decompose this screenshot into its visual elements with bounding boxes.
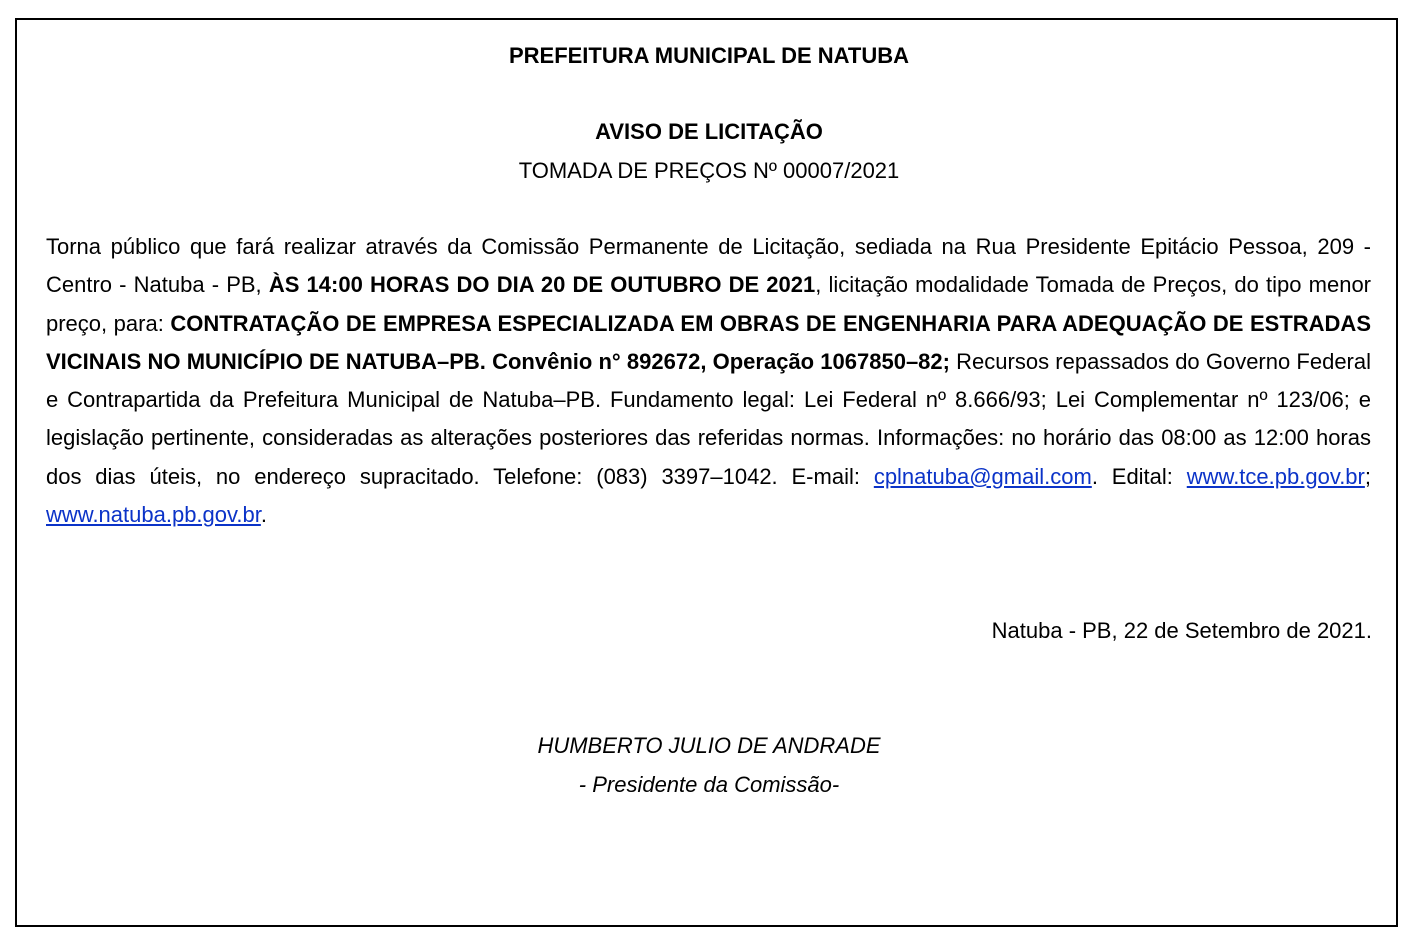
notice-subtitle: TOMADA DE PREÇOS Nº 00007/2021 bbox=[518, 158, 900, 183]
notice-title: AVISO DE LICITAÇÃO bbox=[595, 119, 823, 144]
tce-link[interactable]: www.tce.pb.gov.br bbox=[1186, 463, 1365, 489]
signer-name: HUMBERTO JULIO DE ANDRADE bbox=[537, 733, 881, 758]
body-datetime: ÀS 14:00 HORAS DO DIA 20 DE OUTUBRO DE 2021 bbox=[268, 272, 816, 298]
body-object: CONTRATAÇÃO DE EMPRESA ESPECIALIZADA EM OBRAS DE ENGENHARIA PARA ADEQUAÇÃO DE ESTRADAS VICINAIS NO MUNICÍPIO DE NATUBA–PB. Convênio n° 892672, Operação 1067850–82; bbox=[46, 310, 1371, 374]
body-text-modality: , licitação modalidade Tomada de Preços, do tipo menor preço, para: bbox=[46, 272, 1372, 336]
body-text-edital: . Edital: bbox=[1091, 463, 1187, 489]
signer-role: - Presidente da Comissão- bbox=[578, 772, 840, 797]
organization-title: PREFEITURA MUNICIPAL DE NATUBA bbox=[508, 43, 910, 68]
email-link[interactable]: cplnatuba@gmail.com bbox=[873, 463, 1092, 489]
body-text-intro: Torna público que fará realizar através da Comissão Permanente de Licitação, sediada na Rua Presidente Epitácio Pessoa, 209 - Centro - Natuba - PB, bbox=[46, 234, 1371, 298]
notice-body bbox=[46, 228, 1371, 534]
place-date: Natuba - PB, 22 de Setembro de 2021. bbox=[991, 618, 1372, 643]
body-text-end: . bbox=[260, 502, 267, 528]
natuba-link[interactable]: www.natuba.pb.gov.br bbox=[46, 502, 261, 528]
body-text-separator: ; bbox=[1364, 463, 1371, 489]
body-text-details: Recursos repassados do Governo Federal e Contrapartida da Prefeitura Municipal de Natuba–PB. Fundamento legal: Lei Federal nº 8.666/93; Lei Complementar nº 123/06; e legislação pertinente, consideradas as alterações posteriores das referidas normas. Informações: no horário das 08:00 as 12:00 horas dos dias úteis, no endereço supracitado. Telefone: (083) 3397–1042. E-mail: bbox=[46, 348, 1371, 489]
